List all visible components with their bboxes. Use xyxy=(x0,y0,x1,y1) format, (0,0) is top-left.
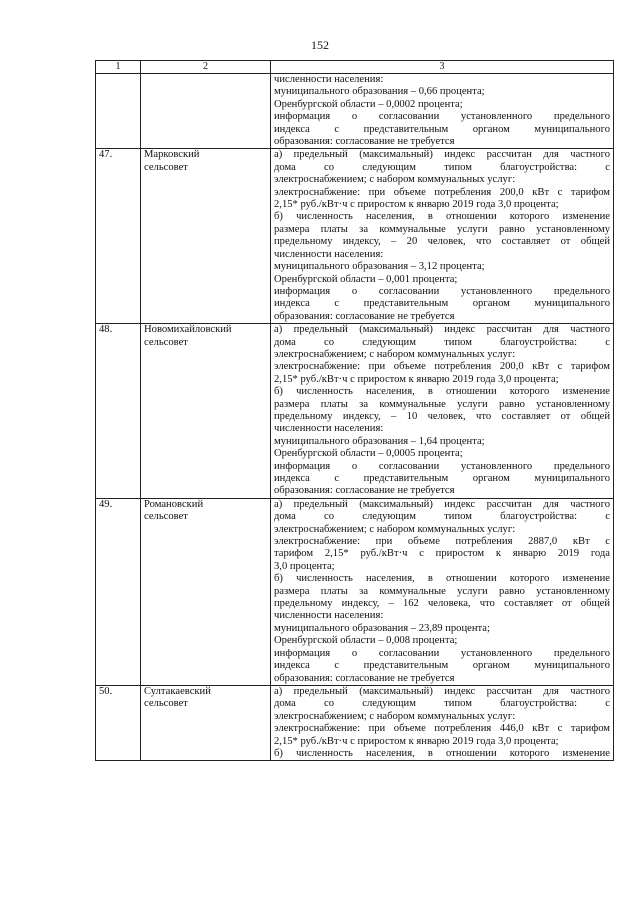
description-line: дома со следующим типом благоустройства: с xyxy=(274,511,610,523)
description-line: муниципального образования – 1,64 процента; xyxy=(274,435,485,447)
table-row-continuation xyxy=(96,74,614,149)
row-number-cell xyxy=(96,74,141,149)
table-row xyxy=(96,324,614,499)
description-line: численности населения: xyxy=(274,610,384,622)
description-line: электроснабжение: при объеме потребления 200,0 кВт с тарифом xyxy=(274,361,610,373)
description-line: образования: согласование не требуется xyxy=(274,310,455,322)
description-line: дома со следующим типом благоустройства: с xyxy=(274,336,610,348)
description-line: индекса с представительным органом муниципального xyxy=(274,473,610,484)
description-line: образования: согласование не требуется xyxy=(274,136,455,148)
description-line: б) численность населения, в отношении которого изменение xyxy=(274,747,610,759)
description-line: численности населения: xyxy=(274,423,384,435)
description-line: электроснабжением; с набором коммунальных услуг: xyxy=(274,348,516,360)
description-line: Оренбургской области – 0,0002 процента; xyxy=(274,98,463,110)
municipality-name-line: Романовский xyxy=(144,498,204,510)
description-line: индекса с представительным органом муниципального xyxy=(274,298,610,310)
description-line: 3,0 процента; xyxy=(274,560,335,572)
description-line: 2,15* руб./кВт·ч с приростом к январю 2019 года 3,0 процента; xyxy=(274,735,559,747)
description-line: а) предельный (максимальный) индекс рассчитан для частного xyxy=(274,685,610,697)
municipality-name-line: Султакаевский xyxy=(144,685,211,697)
description-line: предельному индексу, – 10 человек, что составляет от общей xyxy=(274,410,610,422)
municipality-name-line: Новомихайловский xyxy=(144,324,232,336)
description-line: информация о согласовании установленного предельного xyxy=(274,647,610,659)
description-line: информация о согласовании установленного предельного xyxy=(274,111,610,123)
column-header-1: 1 xyxy=(96,61,141,74)
municipality-name-line: сельсовет xyxy=(144,511,188,523)
row-number: 48. xyxy=(96,324,141,499)
municipality-name xyxy=(141,498,271,685)
description-line: размера платы за коммунальные услуги равно установленному xyxy=(274,223,610,235)
municipality-name-line: сельсовет xyxy=(144,161,188,173)
row-number: 47. xyxy=(96,149,141,324)
description-line: дома со следующим типом благоустройства: с xyxy=(274,698,610,710)
municipality-cell xyxy=(141,74,271,149)
description-line: размера платы за коммунальные услуги равно установленному xyxy=(274,585,610,597)
municipality-name-line: сельсовет xyxy=(144,336,188,348)
row-number: 49. xyxy=(96,498,141,685)
description-line: 2,15* руб./кВт·ч с приростом к январю 2019 года 3,0 процента; xyxy=(274,373,559,385)
description-cell xyxy=(271,324,614,499)
description-line: а) предельный (максимальный) индекс рассчитан для частного xyxy=(274,324,610,336)
description-line: электроснабжением; с набором коммунальных услуг: xyxy=(274,710,516,722)
description-line: предельному индексу, – 20 человек, что составляет от общей xyxy=(274,236,610,248)
description-line: образования: согласование не требуется xyxy=(274,672,455,684)
description-line: электроснабжение: при объеме потребления 2887,0 кВт с xyxy=(274,536,610,548)
table-row xyxy=(96,498,614,685)
indices-table xyxy=(95,60,614,761)
description-line: а) предельный (максимальный) индекс рассчитан для частного xyxy=(274,149,610,161)
description-line: информация о согласовании установленного предельного xyxy=(274,460,610,472)
description-line: электроснабжение: при объеме потребления 200,0 кВт с тарифом xyxy=(274,186,610,198)
description-line: образования: согласование не требуется xyxy=(274,485,455,497)
description-line: индекса с представительным органом муниципального xyxy=(274,123,610,135)
description-line: Оренбургской области – 0,008 процента; xyxy=(274,635,458,647)
description-line: индекса с представительным органом муниципального xyxy=(274,660,610,672)
description-line: Оренбургской области – 0,001 процента; xyxy=(274,273,458,285)
description-line: муниципального образования – 0,66 процента; xyxy=(274,86,485,98)
description-line: 2,15* руб./кВт·ч с приростом к январю 2019 года 3,0 процента; xyxy=(274,199,559,211)
description-line: дома со следующим типом благоустройства: с xyxy=(274,161,610,173)
table-header-row xyxy=(96,61,614,74)
description-line: численности населения: xyxy=(274,248,384,260)
description-line: б) численность населения, в отношении которого изменение xyxy=(274,386,610,398)
municipality-name xyxy=(141,324,271,499)
description-line: информация о согласовании установленного предельного xyxy=(274,285,610,297)
column-header-3: 3 xyxy=(271,61,614,74)
description-line: муниципального образования – 3,12 процента; xyxy=(274,261,485,273)
table-row xyxy=(96,149,614,324)
description-line: б) численность населения, в отношении которого изменение xyxy=(274,573,610,585)
municipality-name xyxy=(141,685,271,760)
page-number: 152 xyxy=(311,38,329,52)
description-line: предельному индексу, – 162 человека, что составляет от общей xyxy=(274,598,610,610)
description-line: б) численность населения, в отношении которого изменение xyxy=(274,211,610,223)
description-line: тарифом 2,15* руб./кВт·ч с приростом к январю 2019 года xyxy=(274,548,610,560)
table-row xyxy=(96,685,614,760)
description-cell xyxy=(271,149,614,324)
description-line: размера платы за коммунальные услуги равно установленному xyxy=(274,398,610,410)
municipality-name-line: сельсовет xyxy=(144,698,188,710)
municipality-name-line: Марковский xyxy=(144,149,200,161)
description-cell xyxy=(271,74,614,149)
description-line: Оренбургской области – 0,0005 процента; xyxy=(274,448,463,460)
description-cell xyxy=(271,685,614,760)
column-header-2: 2 xyxy=(141,61,271,74)
description-line: электроснабжением; с набором коммунальных услуг: xyxy=(274,174,516,186)
municipality-name xyxy=(141,149,271,324)
description-cell xyxy=(271,498,614,685)
description-line: электроснабжение: при объеме потребления 446,0 кВт с тарифом xyxy=(274,723,610,735)
description-line: электроснабжением; с набором коммунальных услуг: xyxy=(274,523,516,535)
row-number: 50. xyxy=(96,685,141,760)
description-line: численности населения: xyxy=(274,74,384,85)
description-line: муниципального образования – 23,89 процента; xyxy=(274,622,490,634)
description-line: а) предельный (максимальный) индекс рассчитан для частного xyxy=(274,498,610,510)
